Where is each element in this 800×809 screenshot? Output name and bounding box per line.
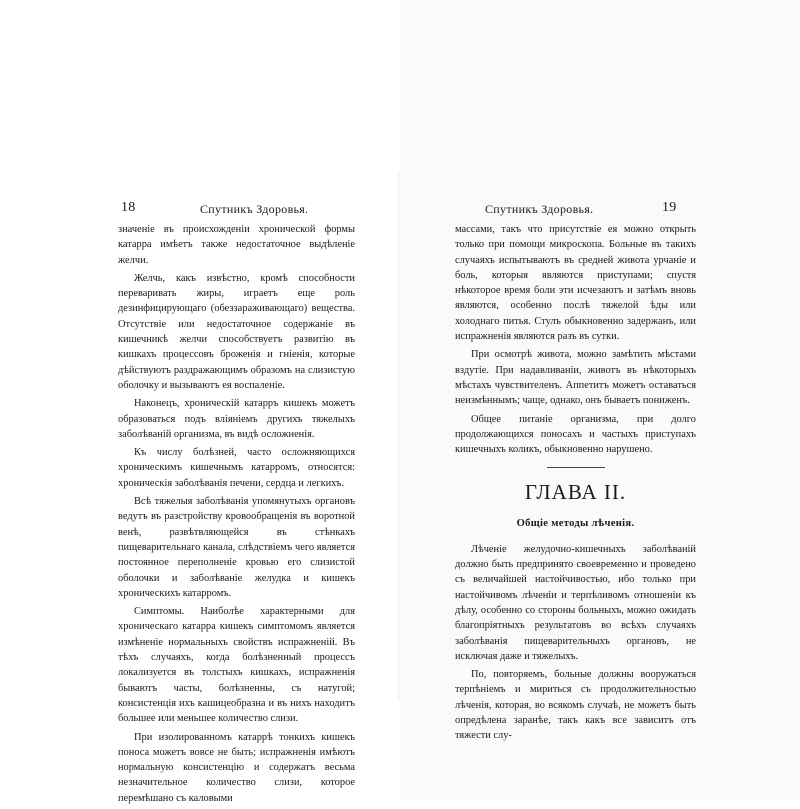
section-divider xyxy=(547,467,605,468)
text-column xyxy=(118,222,355,809)
paragraph: Всѣ тяжелыя заболѣванія упомянутыхъ органовъ ведутъ въ разстройству кровообращенія въ воротной венѣ, развѣтвляющейся въ стѣнкахъ пищеварительнаго канала, слѣдствіемъ чего является постоянное переполненіе кровью его слизистой оболочки и заболѣваніе желудка и кишекъ хроническихъ катарромъ. xyxy=(118,496,355,599)
page-number: 18 xyxy=(121,200,136,215)
paragraph: Желчь, какъ извѣстно, кромѣ способности переваривать жиры, играетъ еще роль дезинфицирующаго (обеззараживающаго) вещества. Отсутствіе или недостаточное содержаніе въ кишечникѣ желчи способствуетъ развитію въ кишкахъ процессовъ броженія и гніенія, которые дѣйствуютъ раздражающимъ образомъ на слизистую оболочку и вызываютъ ея воспаленіе. xyxy=(118,272,355,391)
paragraph: При осмотрѣ живота, можно замѣтить мѣстами вздутіе. При надавливаніи, животъ въ нѣкоторыхъ мѣстахъ чувствителенъ. Аппетитъ можетъ оставаться неизмѣннымъ; чаще, однако, онъ бываетъ пониженъ. xyxy=(455,349,696,407)
chapter-title: ГЛАВА II. xyxy=(524,480,627,505)
running-head: Спутникъ Здоровья. xyxy=(200,202,309,216)
paragraph: Симптомы. Наиболѣе характерными для хроническаго катарра кишекъ симптомомъ является измѣненіе нормальныхъ свойствъ испражненій. Въ тѣхъ случаяхъ, когда болѣзненный процессъ локализуется въ толстыхъ кишкахъ, испражненія бываютъ часты, болѣзненны, съ натугой; консистенція ихъ кашицеобразна и въ нихъ находитъ большее или меньшее количество слизи. xyxy=(118,606,355,725)
paragraph: Лѣченіе желудочно-кишечныхъ заболѣваній должно быть предпринято своевременно и проведено съ величайшей настойчивостью, ибо только при настойчивомъ лѣченіи и терпѣливомъ отношеніи къ дѣлу, особенно со стороны больныхъ, можно ожидать благопріятныхъ результатовъ во всѣхъ случаяхъ заболѣванія пищеварительныхъ органовъ, не исключая даже и тяжелыхъ. xyxy=(455,543,696,662)
text-column xyxy=(455,222,696,747)
paragraph: значеніе въ происхожденіи хронической формы катарра имѣетъ также недостаточное выдѣленіе желчи. xyxy=(118,224,355,266)
paragraph: Наконецъ, хроническій катарръ кишекъ можетъ образоваться подъ вліяніемъ другихъ тяжелыхъ заболѣваній организма, въ видѣ осложненія. xyxy=(118,398,355,440)
paragraph: При изолированномъ катаррѣ тонкихъ кишекъ поноса можетъ вовсе не быть; испражненія имѣютъ нормальную консистенцію и содержатъ весьма незначительное количество слизи, которое перемѣшано съ каловыми xyxy=(118,731,355,804)
page-number: 19 xyxy=(662,200,677,215)
paragraph: Общее питаніе организма, при долго продолжающихся поносахъ и частыхъ приступахъ кишечныхъ коликъ, обыкновенно нарушено. xyxy=(455,413,696,456)
chapter-subtitle: Общіе методы лѣченія. xyxy=(516,518,635,530)
right-page xyxy=(400,0,800,800)
paragraph: массами, такъ что присутствіе ея можно открыть только при помощи микроскопа. Больные въ такихъ случаяхъ испытываютъ въ средней живота урчаніе и боль, которыя являются приступами; спустя нѣкоторое время боли эти исчезаютъ и затѣмъ вновь являются, особенно послѣ тяжелой ѣды или холоднаго питья. Стулъ обыкновенно задержанъ, или испражненія являются разъ въ сутки. xyxy=(455,224,696,343)
left-page xyxy=(0,0,400,804)
paragraph: Къ числу болѣзней, часто осложняющихся хроническимъ кишечнымъ катарромъ, относятся: хроническія заболѣванія печени, сердца и легкихъ. xyxy=(118,447,355,489)
paragraph: По, повторяемъ, больные должны вооружаться терпѣніемъ и мириться съ продолжительностью лѣченія, которая, во всякомъ случаѣ, не можетъ быть опредѣлена заранѣе, такъ какъ все зависитъ отъ тяжести слу- xyxy=(455,669,696,742)
running-head: Спутникъ Здоровья. xyxy=(485,202,594,216)
